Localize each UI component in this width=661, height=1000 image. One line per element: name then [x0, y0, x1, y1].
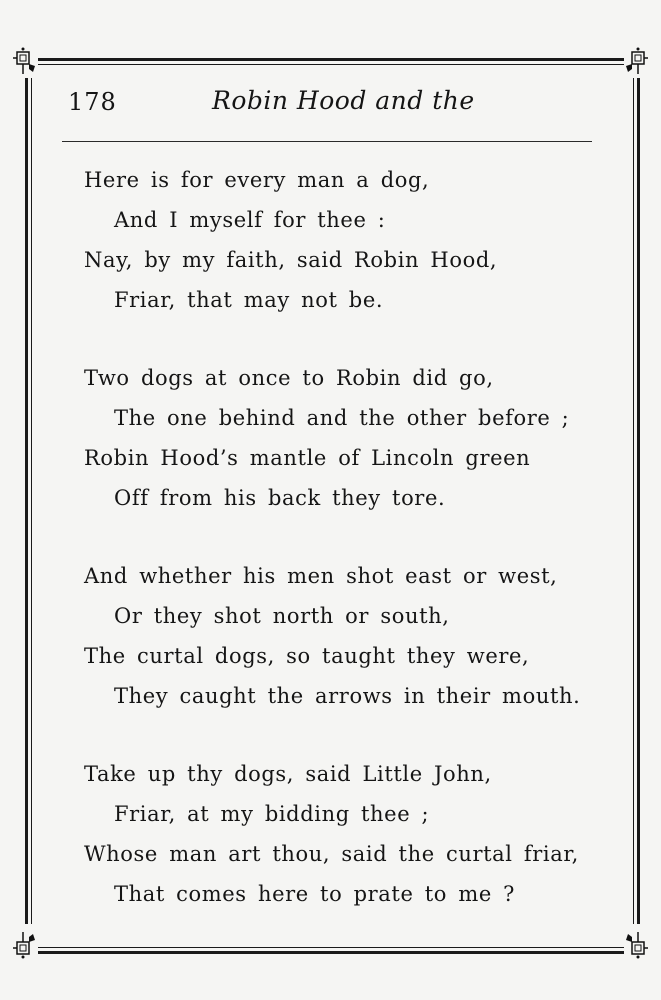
border-right-inner	[633, 78, 634, 924]
running-head: Robin Hood and the	[212, 86, 475, 115]
verse-line: Whose man art thou, said the curtal friar,	[84, 842, 579, 866]
verse-line: Off from his back they tore.	[114, 486, 446, 510]
border-top-inner	[38, 64, 624, 65]
verse-line: The one behind and the other before ;	[114, 406, 570, 430]
border-left	[25, 78, 28, 924]
page-header	[62, 84, 592, 124]
verse-line: They caught the arrows in their mouth.	[114, 684, 581, 708]
verse-line: Or they shot north or south,	[114, 604, 450, 628]
border-right	[637, 78, 640, 924]
fleuron-corner-icon	[11, 930, 41, 960]
fleuron-corner-icon	[11, 46, 41, 76]
poem-body	[84, 160, 604, 952]
page-number: 178	[68, 88, 117, 116]
verse-line: That comes here to prate to me ?	[114, 882, 515, 906]
border-top	[38, 58, 624, 61]
verse-line: Friar, at my bidding thee ;	[114, 802, 430, 826]
verse-line: The curtal dogs, so taught they were,	[84, 644, 530, 668]
border-left-inner	[31, 78, 32, 924]
header-rule	[62, 141, 592, 142]
verse-line: Friar, that may not be.	[114, 288, 384, 312]
stanza	[84, 358, 604, 518]
stanza	[84, 754, 604, 914]
verse-line: Robin Hood’s mantle of Lincoln green	[84, 446, 531, 470]
verse-line: Two dogs at once to Robin did go,	[84, 366, 494, 390]
verse-line: Take up thy dogs, said Little John,	[84, 762, 492, 786]
verse-line: Here is for every man a dog,	[84, 168, 430, 192]
verse-line: And whether his men shot east or west,	[84, 564, 558, 588]
fleuron-corner-icon	[620, 46, 650, 76]
stanza	[84, 160, 604, 320]
verse-line: And I myself for thee :	[114, 208, 386, 232]
stanza	[84, 556, 604, 716]
fleuron-corner-icon	[620, 930, 650, 960]
verse-line: Nay, by my faith, said Robin Hood,	[84, 248, 498, 272]
